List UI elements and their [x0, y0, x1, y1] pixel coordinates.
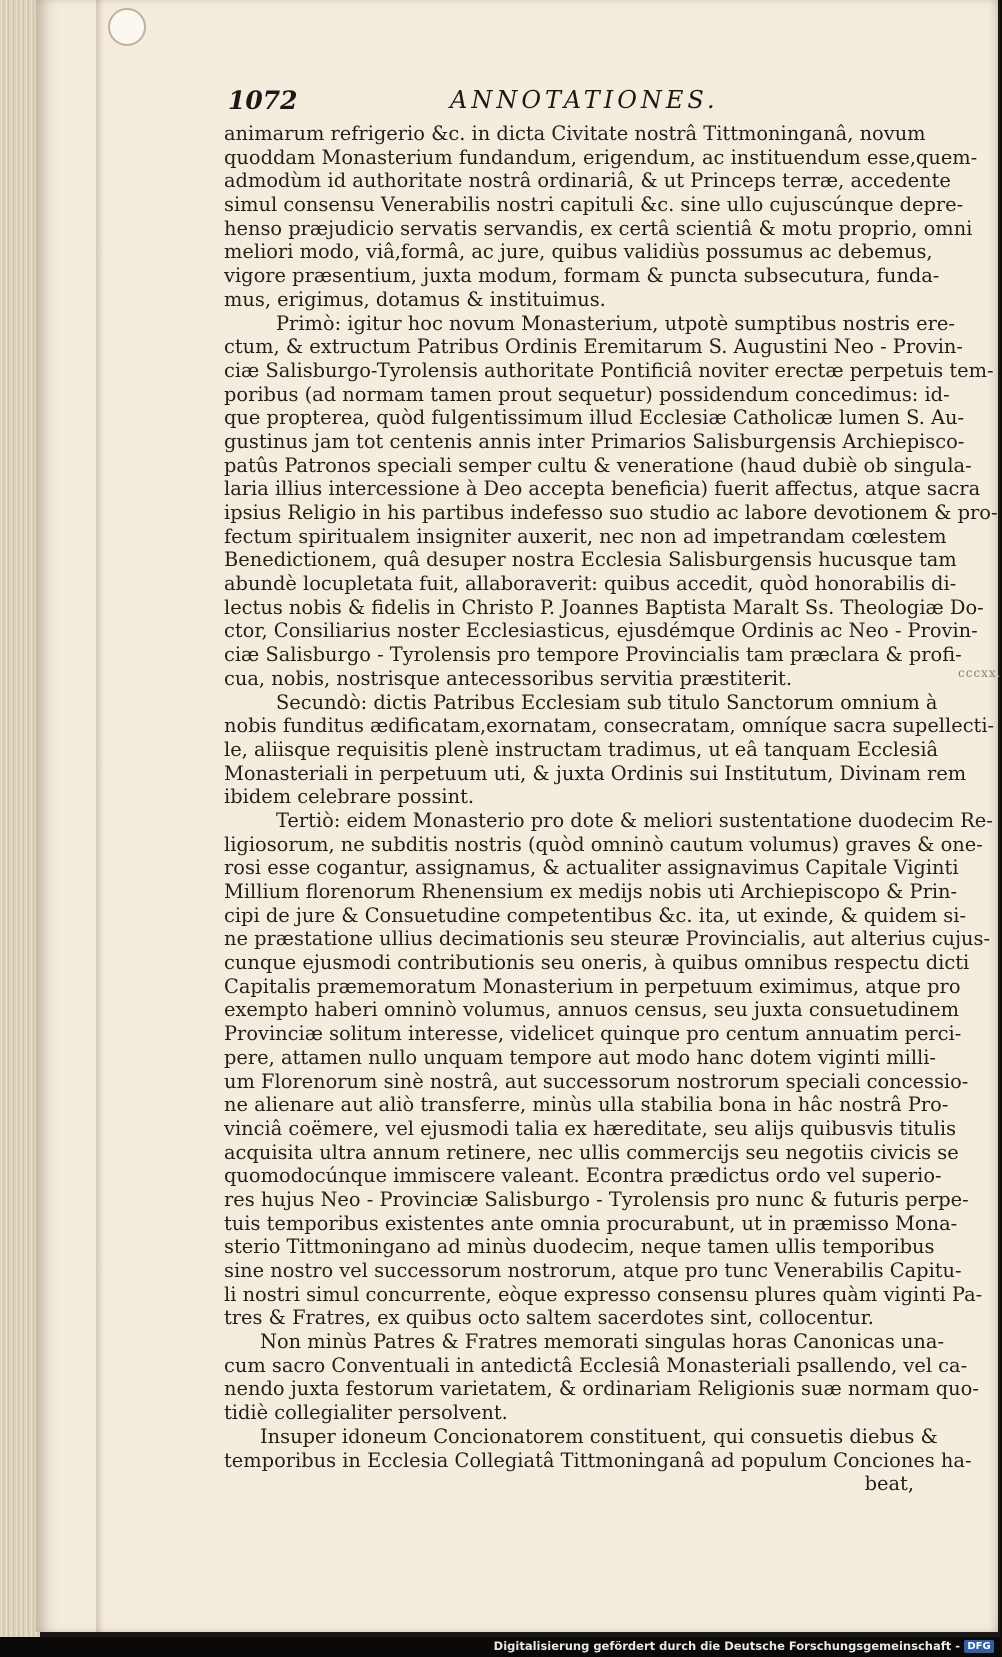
text-line: cum sacro Conventuali in antedictâ Ecclesiâ Monasteriali psallendo, vel ca-	[224, 1353, 968, 1377]
paragraph-start-line: Non minùs Patres & Fratres memorati singulas horas Canonicas una-	[260, 1330, 945, 1354]
text-line: vinciâ coëmere, vel ejusmodi talia ex hæreditate, seu alijs quibusvis titulis	[224, 1116, 957, 1140]
margin-note: cccxx.	[958, 666, 1002, 680]
text-line: tuis temporibus existentes ante omnia procurabunt, ut in præmisso Mona-	[224, 1211, 958, 1235]
text-line: li nostri simul concurrente, eòque expresso consensu plures quàm viginti Pa-	[224, 1282, 983, 1306]
text-line: cipi de jure & Consuetudine competentibus &c. ita, ut exinde, & quidem si-	[224, 903, 966, 927]
text-line: ctum, & extructum Patribus Ordinis Eremitarum S. Augustini Neo - Provin-	[224, 335, 963, 359]
text-line: Capitalis præmemoratum Monasterium in perpetuum eximimus, atque pro	[224, 974, 961, 998]
paragraph-start-line: Tertiò: eidem Monasterio pro dote & meliori sustentatione duodecim Re-	[276, 808, 993, 832]
paragraph-start-line: Secundò: dictis Patribus Ecclesiam sub titulo Sanctorum omnium à	[276, 690, 938, 714]
digitization-footer	[0, 1637, 1000, 1657]
text-line: nendo juxta festorum varietatem, & ordinariam Religionis suæ normam quo-	[224, 1377, 979, 1401]
text-line: sterio Tittmoningano ad minùs duodecim, neque tamen ullis temporibus	[224, 1235, 935, 1259]
text-line: que propterea, quòd fulgentissimum illud Ecclesiæ Catholicæ lumen S. Au-	[224, 406, 965, 430]
text-line: Benedictionem, quâ desuper nostra Ecclesia Salisburgensis hucusque tam	[224, 548, 957, 572]
text-line: le, aliisque requisitis plenè instructam tradimus, ut eâ tanquam Ecclesiâ	[224, 737, 939, 761]
text-line: gustinus jam tot centenis annis inter Primarios Salisburgensis Archiepisco-	[224, 429, 965, 453]
text-line: poribus (ad normam tamen prout sequetur) possidendum concedimus: id-	[224, 382, 950, 406]
text-line: ipsius Religio in his partibus indefesso suo studio ac labore devotionem & pro-	[224, 501, 998, 524]
text-line: um Florenorum sinè nostrâ, aut successorum nostrorum speciali concessio-	[224, 1069, 969, 1093]
text-line: henso præjudicio servatis servandis, ex certâ scientiâ & motu proprio, omni	[224, 216, 973, 240]
text-line: Millium florenorum Rhenensium ex medijs nobis uti Archiepiscopo & Prin-	[224, 880, 958, 903]
text-line: quomodocúnque immiscere valeant. Econtra prædictus ordo vel superio-	[224, 1164, 942, 1188]
text-line: ne præstatione ullius decimationis seu steuræ Provincialis, aut alterius cujus-	[224, 927, 991, 951]
dfg-logo: DFG	[964, 1640, 994, 1653]
text-line: ne alienare aut aliò transferre, minùs ulla stabilia bona in hâc nostrâ Pro-	[224, 1093, 949, 1117]
text-line: quoddam Monasterium fundandum, erigendum, ac instituendum esse,quem-	[224, 145, 978, 169]
text-line: exempto haberi omninò volumus, annuos census, seu juxta consuetudinem	[224, 998, 960, 1022]
text-line: ciæ Salisburgo-Tyrolensis authoritate Pontificiâ noviter erectæ perpetuis tem-	[224, 358, 994, 382]
text-line: ctor, Consiliarius noster Ecclesiasticus, ejusdémque Ordinis ac Neo - Provin-	[224, 619, 978, 643]
catchword-line: beat,	[864, 1472, 914, 1496]
text-line: admodùm id authoritate nostrâ ordinariâ, & ut Princeps terræ, accedente	[224, 169, 951, 193]
paragraph-start-line: Primò: igitur hoc novum Monasterium, utpotè sumptibus nostris ere-	[276, 311, 955, 335]
page-stack-edge	[0, 0, 40, 1637]
text-line: pere, attamen nullo unquam tempore aut modo hanc dotem viginti milli-	[224, 1045, 936, 1069]
text-line: rosi esse cogantur, assignamus, & actualiter assignavimus Capitale Viginti	[224, 856, 959, 880]
text-line: cunque ejusmodi contributionis seu oneris, à quibus omnibus respectu dicti	[224, 951, 970, 975]
text-line: mus, erigimus, dotamus & instituimus.	[224, 287, 606, 311]
text-line: nobis funditus ædificatam,exornatam, consecratam, omníque sacra supellecti-	[224, 714, 995, 738]
text-line: tres & Fratres, ex quibus octo saltem sacerdotes sint, collocentur.	[224, 1306, 874, 1330]
text-line: animarum refrigerio &c. in dicta Civitate nostrâ Tittmoninganâ, novum	[224, 122, 926, 145]
page-header	[228, 86, 928, 120]
binding-hole	[108, 8, 146, 46]
text-line: cua, nobis, nostrisque antecessoribus servitia præstiterit.	[224, 666, 792, 690]
text-line: ciæ Salisburgo - Tyrolensis pro tempore Provincialis tam præclara & profi-	[224, 643, 962, 667]
text-line: laria illius intercessione à Deo accepta beneficia) fuerit affectus, atque sacra	[224, 477, 981, 501]
text-line: meliori modo, viâ,formâ, ac jure, quibus validiùs possumus ac debemus,	[224, 240, 933, 264]
text-line: fectum spiritualem insigniter auxerit, nec non ad impetrandam cœlestem	[224, 524, 947, 548]
text-line: Provinciæ solitum interesse, videlicet quinque pro centum annuatim perci-	[224, 1022, 962, 1046]
text-line: simul consensu Venerabilis nostri capituli &c. sine ullo cujuscúnque depre-	[224, 193, 964, 217]
text-line: patûs Patronos speciali semper cultu & veneratione (haud dubiè ob singula-	[224, 453, 972, 477]
text-line: temporibus in Ecclesia Collegiatâ Tittmoninganâ ad populum Conciones ha-	[224, 1448, 972, 1472]
text-line: ibidem celebrare possint.	[224, 785, 475, 809]
text-line: lectus nobis & fidelis in Christo P. Joannes Baptista Maralt Ss. Theologiæ Do-	[224, 595, 984, 619]
text-line: sine nostro vel successorum nostrorum, atque pro tunc Venerabilis Capitu-	[224, 1259, 962, 1282]
spine-shadow	[96, 0, 104, 1632]
text-line: tidiè collegialiter persolvent.	[224, 1401, 508, 1425]
running-head: ANNOTATIONES.	[450, 86, 719, 114]
text-line: acquisita ultra annum retinere, nec ullis commercijs seu negotiis civicis se	[224, 1140, 959, 1164]
text-line: vigore præsentium, juxta modum, formam & puncta subsecutura, funda-	[224, 264, 940, 288]
text-line: ligiosorum, ne subditis nostris (quòd omninò cautum volumus) graves & one-	[224, 832, 983, 856]
page-number: 1072	[228, 86, 298, 115]
text-line: abundè locupletata fuit, allaboraverit: quibus accedit, quòd honorabilis di-	[224, 572, 957, 596]
text-line: res hujus Neo - Provinciæ Salisburgo - Tyrolensis pro nunc & futuris perpe-	[224, 1187, 969, 1211]
paragraph-start-line: Insuper idoneum Concionatorem constituent, qui consuetis diebus &	[260, 1424, 938, 1448]
funding-credit: Digitalisierung gefördert durch die Deutsche Forschungsgemeinschaft -	[493, 1639, 960, 1653]
text-line: Monasteriali in perpetuum uti, & juxta Ordinis sui Institutum, Divinam rem	[224, 761, 967, 785]
